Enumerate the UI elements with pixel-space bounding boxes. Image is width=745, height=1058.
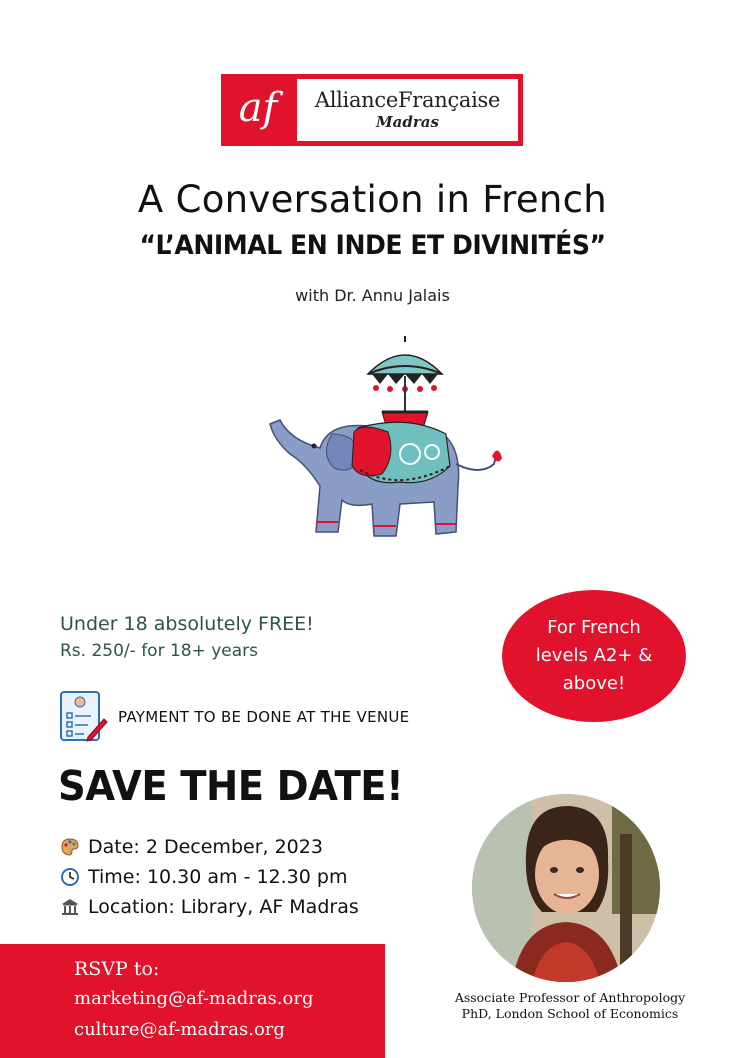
rsvp-email-culture[interactable]: culture@af-madras.org xyxy=(74,1019,285,1040)
event-time: Time: 10.30 am - 12.30 pm xyxy=(88,866,348,888)
payment-note: PAYMENT TO BE DONE AT THE VENUE xyxy=(118,708,410,726)
logo-subtitle: Madras xyxy=(376,113,439,131)
logo-title: AllianceFrançaise xyxy=(314,88,501,112)
speaker-credentials-degree: PhD, London School of Economics xyxy=(461,1006,679,1021)
classical-building-icon xyxy=(60,897,80,917)
event-date-row xyxy=(60,836,323,858)
event-location-row xyxy=(60,896,359,918)
save-the-date-heading: SAVE THE DATE! xyxy=(58,762,404,810)
event-date: Date: 2 December, 2023 xyxy=(88,836,323,858)
speaker-line: with Dr. Annu Jalais xyxy=(295,286,450,305)
speaker-photo xyxy=(472,794,660,982)
event-title: “L’ANIMAL EN INDE ET DIVINITÉS” xyxy=(139,230,606,261)
french-level-text: For French levels A2+ & above! xyxy=(535,617,653,694)
rsvp-panel xyxy=(0,944,385,1058)
elephant-illustration xyxy=(250,336,520,551)
event-location: Location: Library, AF Madras xyxy=(88,896,359,918)
logo-af-mark: af xyxy=(238,85,278,131)
entry-fee-note: Rs. 250/- for 18+ years xyxy=(60,641,259,661)
free-entry-note: Under 18 absolutely FREE! xyxy=(60,613,314,635)
alliance-francaise-logo xyxy=(221,74,523,146)
umbrella-icon xyxy=(368,336,442,412)
speaker-credentials-title: Associate Professor of Anthropology xyxy=(454,990,686,1005)
clipboard-form-icon xyxy=(58,689,108,743)
palette-icon xyxy=(60,837,80,857)
logo-wordmark-box xyxy=(297,79,518,141)
event-headline: A Conversation in French xyxy=(137,178,608,221)
event-time-row xyxy=(60,866,347,888)
clock-icon xyxy=(60,867,80,887)
rsvp-title: RSVP to: xyxy=(74,958,160,980)
french-level-badge xyxy=(502,590,686,722)
rsvp-email-marketing[interactable]: marketing@af-madras.org xyxy=(74,988,314,1009)
